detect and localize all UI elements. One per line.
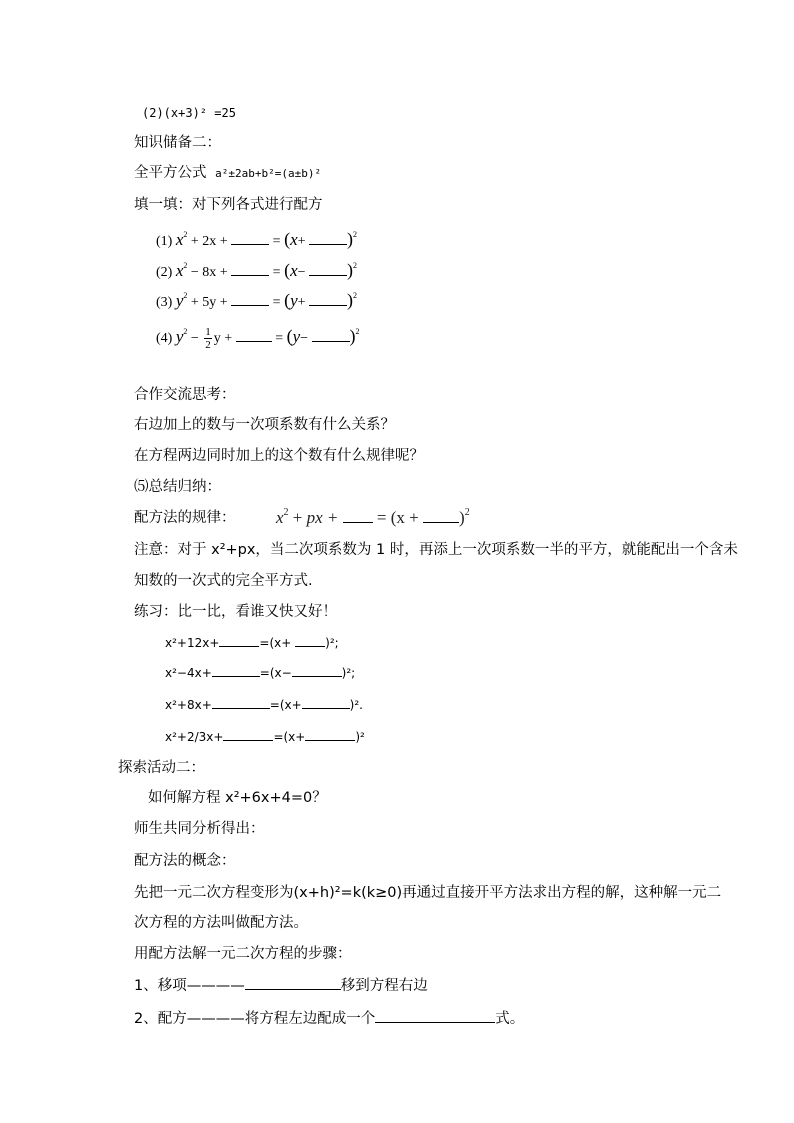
fill-in-title: 填一填：对下列各式进行配方 — [134, 197, 323, 213]
answer-blank[interactable] — [212, 696, 270, 709]
fill-term-2: y + — [213, 331, 233, 346]
answer-blank[interactable] — [245, 977, 341, 990]
explore-2-title: 探索活动二： — [118, 760, 205, 776]
answer-blank[interactable] — [343, 508, 373, 523]
cooperation-title: 合作交流思考： — [134, 387, 236, 403]
answer-blank[interactable] — [305, 728, 355, 741]
step-1: 1、移项———— 移到方程右边 — [134, 978, 428, 994]
fill-var: x — [175, 261, 184, 280]
answer-blank[interactable] — [223, 728, 273, 741]
fill-equation-4: (4) $y^2$ − $\frac{1}{2}$ y + = $(y- )^2$ — [156, 326, 360, 352]
formula-text: a²±2ab+b²=(a±b)² — [215, 167, 322, 180]
perfect-square-formula — [134, 164, 321, 183]
fill-equation-2: (2) $x^2 - 8x$ + = $(x- )^2$ — [156, 260, 358, 280]
fill-number: (3) — [156, 295, 173, 310]
answer-blank[interactable] — [302, 696, 350, 709]
fill-var: y — [175, 291, 184, 310]
answer-blank[interactable] — [236, 329, 272, 342]
answer-blank[interactable] — [309, 232, 347, 245]
answer-blank[interactable] — [231, 263, 269, 276]
fill-sign: + — [297, 234, 306, 249]
answer-blank[interactable] — [292, 664, 342, 677]
rule-open: (x + — [390, 508, 419, 527]
summary-title: ⑸总结归纳： — [134, 479, 221, 495]
concept-line-1: 先把一元二次方程变形为(x+h)²=k(k≥0)再通过直接开平方法求出方程的解，这种解一元二 — [134, 885, 722, 901]
note-line-2: 知数的一次式的完全平方式. — [134, 573, 313, 589]
fill-var: x — [175, 230, 184, 249]
fill-number: (1) — [156, 234, 173, 249]
answer-blank[interactable] — [375, 1010, 495, 1023]
formula-label: 全平方公式 — [134, 165, 207, 181]
answer-blank[interactable] — [423, 508, 459, 523]
practice-row-4: x²+2/3x+ =(x+ )² — [165, 730, 365, 744]
fill-number: (4) — [156, 331, 173, 346]
answer-blank[interactable] — [309, 263, 347, 276]
rule-px: px + — [306, 508, 339, 527]
answer-blank[interactable] — [212, 664, 260, 677]
fill-equation-3: (3) $y^2 + 5y$ + = $(y+ )^2$ — [156, 290, 358, 310]
fill-sign: − — [297, 265, 306, 280]
fill-term: + 5y + — [190, 295, 228, 310]
answer-blank[interactable] — [231, 293, 269, 306]
answer-blank[interactable] — [309, 293, 347, 306]
concept-line-2: 次方程的方法叫做配方法。 — [134, 915, 308, 931]
practice-row-1: x²+12x+ =(x+ )²; — [165, 636, 339, 650]
explore-2-question: 如何解方程 x²+6x+4=0？ — [148, 790, 327, 806]
fill-term: − — [190, 331, 199, 346]
equation-2: (2)(x+3)² =25 — [142, 106, 236, 120]
practice-row-3: x²+8x+ =(x+ )². — [165, 698, 363, 712]
fill-equation-1: (1) $x^2 + 2x$ + = $(x+ )^2$ — [156, 229, 358, 249]
fill-term: − 8x + — [190, 265, 228, 280]
practice-row-2: x²−4x+ =(x− )²; — [165, 666, 356, 680]
practice-title: 练习：比一比，看谁又快又好！ — [134, 604, 337, 620]
answer-blank[interactable] — [312, 329, 350, 342]
fill-number: (2) — [156, 265, 173, 280]
concept-title: 配方法的概念： — [134, 853, 236, 869]
fill-term: + 2x + — [190, 234, 228, 249]
answer-blank[interactable] — [231, 232, 269, 245]
steps-title: 用配方法解一元二次方程的步骤： — [134, 946, 352, 962]
fill-var: y — [175, 327, 184, 346]
teacher-analysis-title: 师生共同分析得出： — [134, 821, 265, 837]
knowledge-2-title: 知识储备二： — [134, 135, 221, 151]
question-2: 在方程两边同时加上的这个数有什么规律呢？ — [134, 448, 424, 464]
question-1: 右边加上的数与一次项系数有什么关系？ — [134, 417, 395, 433]
note-line-1: 注意：对于 x²+px，当二次项系数为 1 时，再添上一次项系数一半的平方，就能配出一个含未 — [134, 542, 738, 558]
answer-blank[interactable] — [295, 634, 325, 647]
rule-label: 配方法的规律： — [134, 510, 236, 526]
fraction-one-half: $\frac{1}{2}$ — [205, 326, 211, 352]
step-2: 2、配方————将方程左边配成一个 式。 — [134, 1011, 525, 1027]
rule-equation: $x^2$ + px + = $(x + )^2$ — [276, 507, 470, 527]
fill-sign: + — [297, 295, 306, 310]
answer-blank[interactable] — [219, 634, 259, 647]
fill-sign: − — [300, 331, 309, 346]
